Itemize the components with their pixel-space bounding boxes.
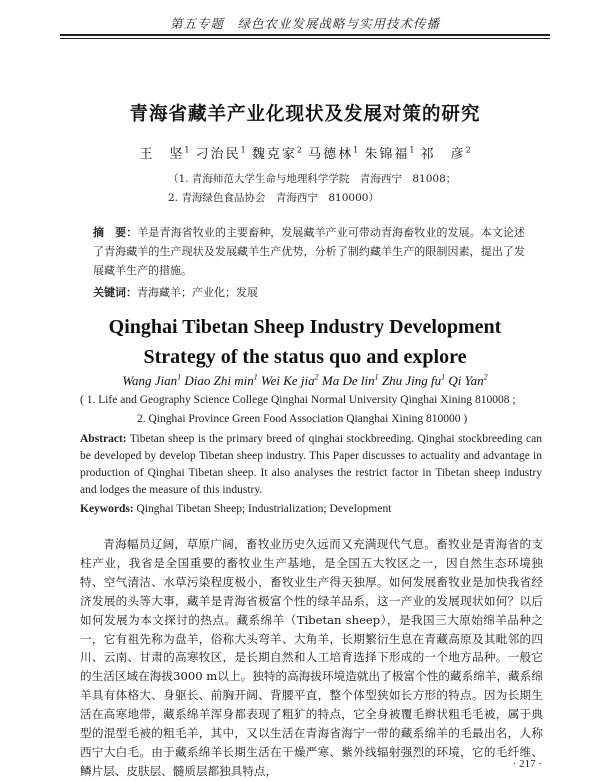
author-en-6: Qi Yan$^2$ bbox=[448, 373, 488, 389]
chinese-keywords bbox=[93, 284, 258, 300]
abstract-en-label: Abstract: bbox=[80, 433, 127, 445]
page-number: · 217 · bbox=[512, 758, 542, 770]
affiliation-en-2: 2. Qinghai Province Green Food Association Qianghai Xining 810000 ) bbox=[137, 413, 468, 425]
keywords-en-text: Qinghai Tibetan Sheep; Industrialization; Development bbox=[133, 503, 392, 515]
running-header: 第五专题 绿色农业发展战略与实用技术传播 bbox=[169, 16, 440, 31]
affiliation-en-1: ( 1. Life and Geography Science College Qinghai Normal University Qinghai Xining 810008 ; bbox=[80, 394, 516, 406]
keywords-en-label: Keywords: bbox=[80, 503, 134, 515]
author-cn-1: 王 坚$^1$ bbox=[139, 145, 190, 162]
author-en-2: Diao Zhi $\min^1$ bbox=[184, 373, 258, 389]
affiliation-cn-1: （1. 青海师范大学生命与地理科学学院 青海西宁 81008； bbox=[168, 173, 457, 185]
english-title-line-2: Strategy of the status quo and explore bbox=[143, 346, 467, 368]
author-en-5: Zhu Jing $fu^1$ bbox=[381, 373, 446, 389]
chinese-authors bbox=[60, 143, 550, 162]
author-cn-2: 刁治民$^1$ bbox=[195, 145, 246, 162]
abstract-en-text: Tibetan sheep is the primary breed of qinghai stockbreeding. Qinghai stockbreeding can be developed by develop Tibetan sheep industry. This Paper discusses to actuality and advantage in production of Qinghai Tibetan sheep. It also analyses the restrict factor in Tibetan sheep industry and lodges the measure of this industry. bbox=[80, 433, 542, 496]
keywords-cn-label: 关键词： bbox=[93, 286, 137, 299]
author-en-3: Wei Ke jia$^2$ bbox=[260, 373, 319, 389]
abstract-cn-text: 羊是青海省牧业的主要畜种，发展藏羊产业可带动青海畜牧业的发展。本文论述了青海藏羊的生产现状及发展藏羊生产优势，分析了制约藏羊生产的限制因素，提出了发展藏羊生产的措施。 bbox=[93, 226, 526, 277]
affiliation-cn-2: 2. 青海绿色食品协会 青海西宁 810000） bbox=[168, 192, 379, 204]
english-authors bbox=[60, 373, 550, 389]
keywords-cn-text: 青海藏羊；产业化；发展 bbox=[137, 286, 258, 299]
author-cn-3: 魏克家$^2$ bbox=[251, 145, 302, 162]
header-rule-thin bbox=[60, 38, 550, 39]
body-paragraph: 青海幅员辽阔，草原广阔，畜牧业历史久远而又充满现代气息。畜牧业是青海省的支柱产业，我省是全国重要的畜牧业生产基地，是全国五大牧区之一，因自然生态环境独特、空气清洁、水草污染程度极小，畜牧业生产得天独厚。如何发展畜牧业是加快我省经济发展的头等大事，藏羊是青海省极富个性的绿羊品系，这一产业的发展现状如何？以后如何发展为本文探讨的热点。藏系绵羊（Tibetan sheep），是我国三大原始绵羊品种之一，它有祖先称为盘羊，俗称大头弯羊、大角羊，长期繁衍生息在青藏高原及其毗邻的四川、云南、甘肃的高寒牧区，是长期自然和人工培育选择下形成的一个地方品种。一般它的生活区域在海拔3000 m以上。独特的高海拔环境造就出了极富个性的藏系绵羊，藏系绵羊具有体格大、身躯长、前胸开阔、背腰平直，整个体型狭如长方形的特点。因为长期生活在高寒地带，藏系绵羊浑身都表现了粗犷的特点，它全身被覆毛辫状粗毛毛被，属于典型的混型毛被的粗毛羊，其中，又以生活在青海省海宁一带的藏系绵羊的毛最出名，人称西宁大白毛。由于藏系绵羊长期生活在干燥严寒、紫外线辐射强烈的环境，它的毛纤维、鳞片层、皮肤层、髓质层都独具特点， bbox=[80, 537, 543, 778]
english-title-line-1: Qinghai Tibetan Sheep Industry Development bbox=[108, 316, 502, 338]
english-keywords bbox=[80, 503, 391, 515]
header-rule-thick bbox=[60, 34, 550, 36]
abstract-cn-label: 摘 要： bbox=[93, 226, 138, 239]
english-abstract bbox=[80, 431, 542, 499]
chinese-abstract bbox=[93, 223, 525, 280]
author-en-4: Ma De lin$^1$ bbox=[321, 373, 379, 389]
author-cn-4: 马德林$^1$ bbox=[308, 145, 359, 162]
author-en-1: Wang Jian$^1$ bbox=[122, 373, 182, 389]
author-cn-5: 朱锦福$^1$ bbox=[364, 145, 415, 162]
chinese-title: 青海省藏羊产业化现状及发展对策的研究 bbox=[129, 104, 481, 125]
author-cn-6: 祁 彦$^2$ bbox=[420, 145, 471, 162]
